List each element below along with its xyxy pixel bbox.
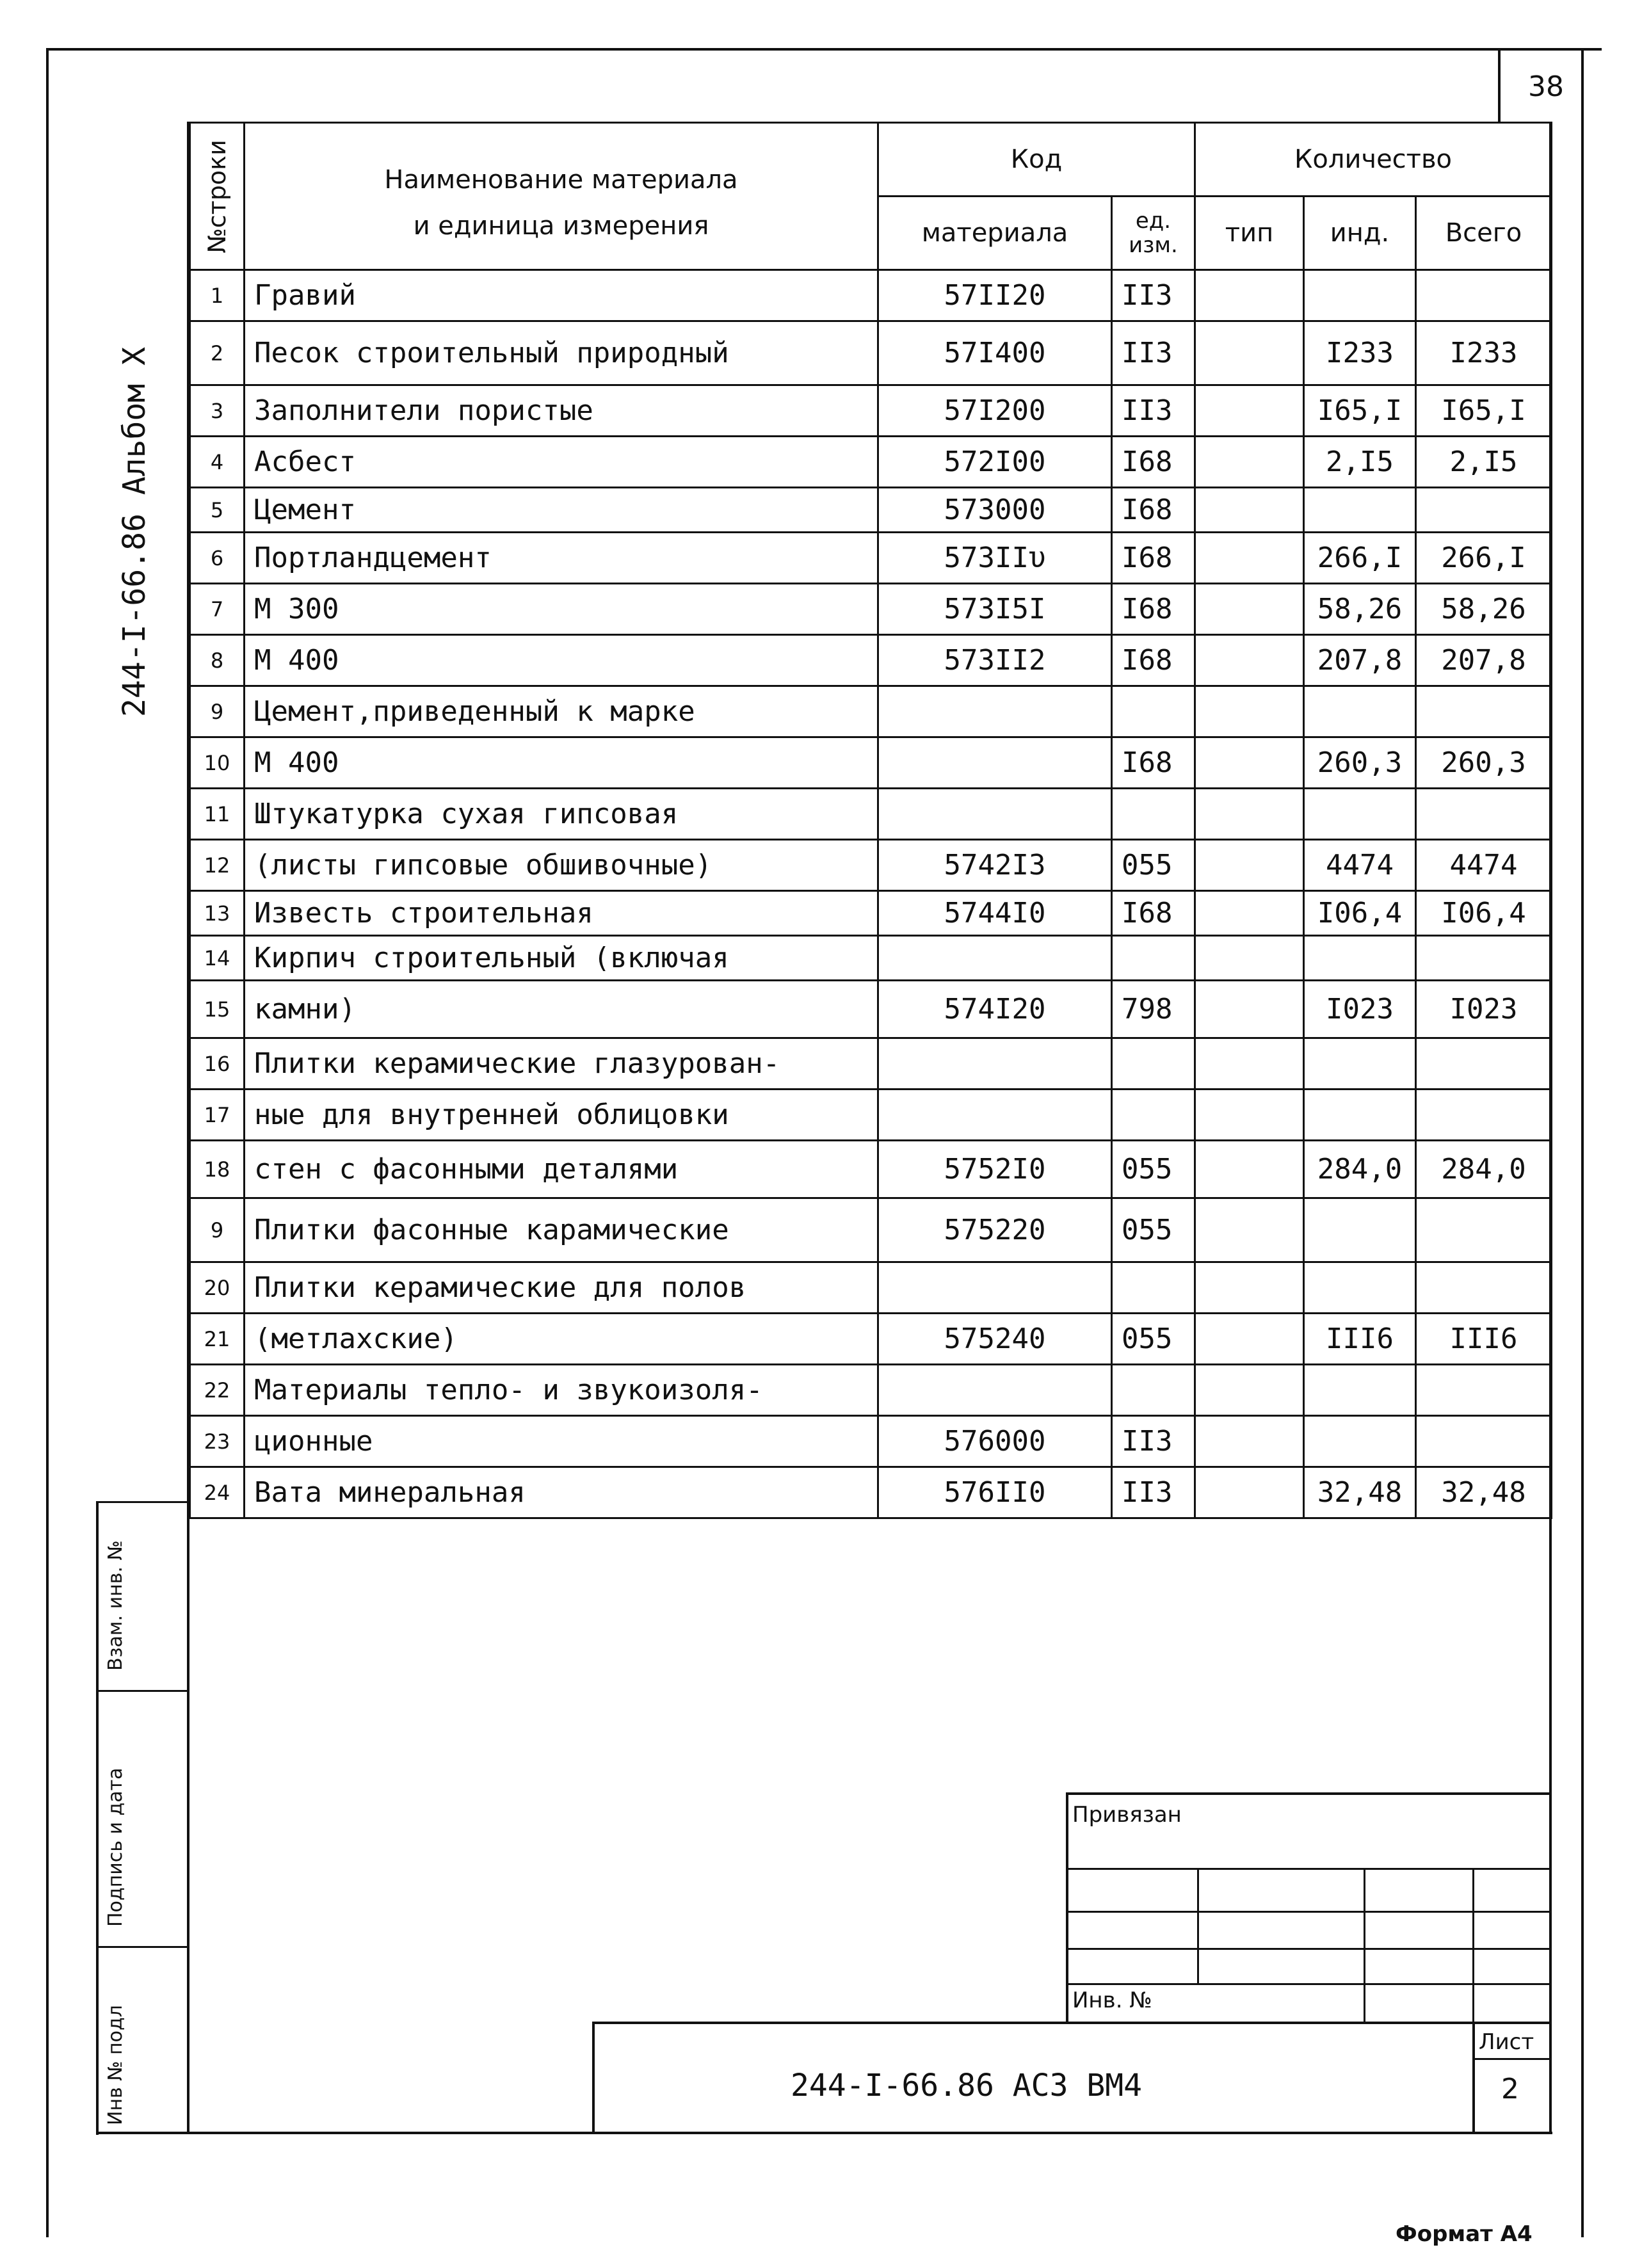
qty-total-cell: 58,26 (1416, 584, 1552, 635)
qty-total-cell: I023 (1416, 981, 1552, 1038)
qty-total-cell (1416, 936, 1552, 981)
unit-code-cell: 055 (1112, 1198, 1195, 1262)
stamp-vert-c (1472, 1868, 1474, 2022)
qty-total-cell (1416, 1090, 1552, 1141)
row-number-cell: 22 (190, 1365, 245, 1416)
qty-ind-cell: I023 (1304, 981, 1416, 1038)
qty-type-cell (1195, 1467, 1304, 1518)
unit-code-cell (1112, 1365, 1195, 1416)
qty-total-cell: 2,I5 (1416, 437, 1552, 488)
table-row (190, 321, 1552, 385)
unit-code-cell (1112, 1090, 1195, 1141)
side-field-inv-podl: Инв № подл (104, 2005, 127, 2125)
material-name-cell: (листы гипсовые обшивочные) (245, 840, 878, 891)
qty-type-cell (1195, 936, 1304, 981)
material-name-cell: Заполнители пористые (245, 385, 878, 437)
table-row (190, 1198, 1552, 1262)
side-field-sign-date: Подпись и дата (104, 1767, 127, 1927)
material-code-cell (878, 1090, 1112, 1141)
frame-left (46, 48, 49, 2237)
material-name-cell: Штукатурка сухая гипсовая (245, 789, 878, 840)
table-row (190, 385, 1552, 437)
side-divider-2 (96, 1946, 189, 1948)
qty-ind-cell: 2,I5 (1304, 437, 1416, 488)
qty-ind-cell: III6 (1304, 1314, 1416, 1365)
qty-ind-cell (1304, 789, 1416, 840)
row-number-cell: 16 (190, 1038, 245, 1090)
unit-code-cell: II3 (1112, 1416, 1195, 1467)
side-col-top (96, 1501, 189, 1503)
qty-total-cell (1416, 270, 1552, 321)
table-row (190, 1416, 1552, 1467)
qty-total-cell: 32,48 (1416, 1467, 1552, 1518)
qty-total-cell (1416, 1365, 1552, 1416)
sheet-label: Лист (1479, 2029, 1534, 2055)
material-code-cell (878, 1365, 1112, 1416)
qty-ind-cell: I233 (1304, 321, 1416, 385)
table-row (190, 270, 1552, 321)
stamp-vert-a (1197, 1868, 1199, 1983)
material-name-cell: Гравий (245, 270, 878, 321)
qty-total-cell (1416, 1038, 1552, 1090)
frame-right (1581, 48, 1584, 2237)
qty-type-cell (1195, 270, 1304, 321)
row-number-cell: 18 (190, 1141, 245, 1198)
table-row (190, 488, 1552, 533)
qty-ind-cell (1304, 1365, 1416, 1416)
row-number-cell: 3 (190, 385, 245, 437)
stamp-top (1066, 1792, 1551, 1795)
format-label: Формат А4 (1396, 2221, 1533, 2247)
qty-ind-cell: 260,3 (1304, 737, 1416, 789)
qty-type-cell (1195, 533, 1304, 584)
qty-ind-cell (1304, 1416, 1416, 1467)
material-code-cell (878, 936, 1112, 981)
qty-total-cell: I06,4 (1416, 891, 1552, 936)
material-code-cell: 573000 (878, 488, 1112, 533)
unit-code-cell: II3 (1112, 270, 1195, 321)
unit-code-cell: II3 (1112, 385, 1195, 437)
frame-top (46, 48, 1602, 51)
qty-type-cell (1195, 1198, 1304, 1262)
qty-type-cell (1195, 1416, 1304, 1467)
material-code-cell: 57I400 (878, 321, 1112, 385)
unit-code-cell: 055 (1112, 1314, 1195, 1365)
row-number-cell: 17 (190, 1090, 245, 1141)
table-row (190, 840, 1552, 891)
material-code-cell: 57II20 (878, 270, 1112, 321)
qty-type-cell (1195, 1141, 1304, 1198)
material-name-cell: (метлахские) (245, 1314, 878, 1365)
material-code-cell (878, 686, 1112, 737)
side-field-vzam-inv: Взам. инв. № (104, 1540, 127, 1671)
table-row (190, 737, 1552, 789)
stamp-line-3 (1066, 1948, 1551, 1950)
table-row (190, 437, 1552, 488)
qty-ind-cell (1304, 1038, 1416, 1090)
unit-code-cell (1112, 1038, 1195, 1090)
qty-ind-cell (1304, 1262, 1416, 1314)
row-number-cell: 6 (190, 533, 245, 584)
unit-code-cell: I68 (1112, 635, 1195, 686)
unit-code-cell: I68 (1112, 737, 1195, 789)
qty-ind-cell (1304, 936, 1416, 981)
table-row (190, 1467, 1552, 1518)
unit-code-cell: I68 (1112, 488, 1195, 533)
qty-type-cell (1195, 686, 1304, 737)
material-code-cell (878, 1262, 1112, 1314)
qty-total-cell: III6 (1416, 1314, 1552, 1365)
qty-type-cell (1195, 635, 1304, 686)
stamp-left-vertical (1066, 1792, 1068, 2023)
table-row (190, 936, 1552, 981)
header-qty-type: тип (1195, 197, 1304, 270)
header-row-number: №строки (190, 123, 245, 270)
unit-code-cell (1112, 1262, 1195, 1314)
frame-inner-bottom (189, 2132, 1552, 2134)
row-number-cell: 2 (190, 321, 245, 385)
table-row (190, 686, 1552, 737)
material-code-cell: 57I200 (878, 385, 1112, 437)
qty-ind-cell: 284,0 (1304, 1141, 1416, 1198)
table-row (190, 1314, 1552, 1365)
qty-ind-cell: I06,4 (1304, 891, 1416, 936)
page-number: 38 (1528, 70, 1564, 103)
side-divider-1 (96, 1690, 189, 1692)
stamp-vert-b (1364, 1868, 1365, 2022)
material-code-cell: 5742I3 (878, 840, 1112, 891)
qty-total-cell (1416, 1262, 1552, 1314)
row-number-cell: 9 (190, 686, 245, 737)
material-name-cell: Плитки керамические глазурован- (245, 1038, 878, 1090)
material-code-cell: 576II0 (878, 1467, 1112, 1518)
material-name-cell: Известь строительная (245, 891, 878, 936)
unit-code-cell: I68 (1112, 891, 1195, 936)
material-code-cell (878, 1038, 1112, 1090)
row-number-cell: 20 (190, 1262, 245, 1314)
material-code-cell: 5744I0 (878, 891, 1112, 936)
material-name-cell: Вата минеральная (245, 1467, 878, 1518)
qty-total-cell: 4474 (1416, 840, 1552, 891)
header-qty-ind: инд. (1304, 197, 1416, 270)
material-name-cell: Плитки керамические для полов (245, 1262, 878, 1314)
material-name-cell: М 300 (245, 584, 878, 635)
qty-type-cell (1195, 789, 1304, 840)
qty-type-cell (1195, 1365, 1304, 1416)
materials-table (189, 122, 1552, 1519)
qty-type-cell (1195, 737, 1304, 789)
stamp-line-4 (1066, 1983, 1551, 1985)
qty-total-cell: 284,0 (1416, 1141, 1552, 1198)
qty-total-cell: 260,3 (1416, 737, 1552, 789)
row-number-cell: 24 (190, 1467, 245, 1518)
qty-total-cell: I65,I (1416, 385, 1552, 437)
sheet-number: 2 (1501, 2073, 1519, 2105)
unit-code-cell: II3 (1112, 321, 1195, 385)
material-code-cell: 575220 (878, 1198, 1112, 1262)
header-code-group: Код (878, 123, 1195, 197)
material-code-cell (878, 789, 1112, 840)
album-label: 244-I-66.86 Альбом X (117, 347, 152, 717)
header-code-material: материала (878, 197, 1112, 270)
material-code-cell: 573IIυ (878, 533, 1112, 584)
qty-type-cell (1195, 584, 1304, 635)
unit-code-cell (1112, 789, 1195, 840)
material-code-cell: 575240 (878, 1314, 1112, 1365)
qty-type-cell (1195, 385, 1304, 437)
row-number-cell: 7 (190, 584, 245, 635)
qty-total-cell (1416, 1198, 1552, 1262)
unit-code-cell (1112, 936, 1195, 981)
qty-ind-cell (1304, 270, 1416, 321)
qty-ind-cell (1304, 1198, 1416, 1262)
side-col-bottom (96, 2132, 189, 2134)
row-number-cell: 13 (190, 891, 245, 936)
qty-ind-cell: 207,8 (1304, 635, 1416, 686)
qty-ind-cell: I65,I (1304, 385, 1416, 437)
qty-ind-cell: 266,I (1304, 533, 1416, 584)
table-row (190, 891, 1552, 936)
qty-type-cell (1195, 437, 1304, 488)
qty-type-cell (1195, 1314, 1304, 1365)
stamp-inv-label: Инв. № (1072, 1988, 1152, 2013)
material-name-cell: Плитки фасонные карамические (245, 1198, 878, 1262)
qty-type-cell (1195, 321, 1304, 385)
material-name-cell: ционные (245, 1416, 878, 1467)
row-number-cell: 9 (190, 1198, 245, 1262)
stamp-bound-label: Привязан (1072, 1802, 1182, 1828)
material-name-cell: стен с фасонными деталями (245, 1141, 878, 1198)
unit-code-cell: 055 (1112, 840, 1195, 891)
material-code-cell: 574I20 (878, 981, 1112, 1038)
table-row (190, 635, 1552, 686)
qty-type-cell (1195, 891, 1304, 936)
qty-ind-cell: 58,26 (1304, 584, 1416, 635)
material-name-cell: Песок строительный природный (245, 321, 878, 385)
qty-total-cell: I233 (1416, 321, 1552, 385)
qty-total-cell (1416, 686, 1552, 737)
qty-ind-cell (1304, 488, 1416, 533)
qty-type-cell (1195, 1038, 1304, 1090)
material-code-cell: 573II2 (878, 635, 1112, 686)
row-number-cell: 1 (190, 270, 245, 321)
stamp-line-2 (1066, 1911, 1551, 1913)
stamp-line-1 (1066, 1868, 1551, 1870)
material-name-cell: Портландцемент (245, 533, 878, 584)
row-number-cell: 5 (190, 488, 245, 533)
material-name-cell: камни) (245, 981, 878, 1038)
unit-code-cell (1112, 686, 1195, 737)
row-number-cell: 8 (190, 635, 245, 686)
material-name-cell: ные для внутренней облицовки (245, 1090, 878, 1141)
qty-type-cell (1195, 1262, 1304, 1314)
row-number-cell: 4 (190, 437, 245, 488)
table-row (190, 1141, 1552, 1198)
qty-total-cell (1416, 1416, 1552, 1467)
qty-ind-cell (1304, 686, 1416, 737)
table-row (190, 1365, 1552, 1416)
unit-code-cell: 055 (1112, 1141, 1195, 1198)
row-number-cell: 15 (190, 981, 245, 1038)
material-name-cell: Цемент,приведенный к марке (245, 686, 878, 737)
side-col-left (96, 1501, 99, 2135)
unit-code-cell: II3 (1112, 1467, 1195, 1518)
title-block-sheet-mid (1472, 2058, 1550, 2060)
row-number-cell: 12 (190, 840, 245, 891)
qty-ind-cell (1304, 1090, 1416, 1141)
material-code-cell: 573I5I (878, 584, 1112, 635)
header-code-unit: ед. изм. (1112, 197, 1195, 270)
header-row-1 (190, 123, 1552, 197)
material-name-cell: Цемент (245, 488, 878, 533)
material-code-cell (878, 737, 1112, 789)
material-code-cell: 572I00 (878, 437, 1112, 488)
qty-ind-cell: 4474 (1304, 840, 1416, 891)
qty-ind-cell: 32,48 (1304, 1467, 1416, 1518)
unit-code-cell: I68 (1112, 437, 1195, 488)
table-row (190, 1090, 1552, 1141)
material-name-cell: Асбест (245, 437, 878, 488)
qty-type-cell (1195, 488, 1304, 533)
header-material-name: Наименование материала и единица измерения (245, 123, 878, 270)
table-row (190, 789, 1552, 840)
unit-code-cell: I68 (1112, 533, 1195, 584)
title-block-top (592, 2022, 1551, 2024)
qty-type-cell (1195, 981, 1304, 1038)
material-name-cell: Кирпич строительный (включая (245, 936, 878, 981)
document-code: 244-I-66.86 АСЗ ВМ4 (791, 2068, 1143, 2103)
qty-type-cell (1195, 840, 1304, 891)
material-name-cell: М 400 (245, 737, 878, 789)
table-row (190, 584, 1552, 635)
table-row (190, 981, 1552, 1038)
header-qty-total: Всего (1416, 197, 1552, 270)
row-number-cell: 21 (190, 1314, 245, 1365)
row-number-cell: 10 (190, 737, 245, 789)
title-block-sheet-left (1472, 2022, 1475, 2134)
header-quantity-group: Количество (1195, 123, 1552, 197)
table-row (190, 1038, 1552, 1090)
row-number-cell: 14 (190, 936, 245, 981)
unit-code-cell: I68 (1112, 584, 1195, 635)
title-block-left (592, 2022, 595, 2134)
table-row (190, 533, 1552, 584)
material-name-cell: М 400 (245, 635, 878, 686)
qty-total-cell: 207,8 (1416, 635, 1552, 686)
table-row (190, 1262, 1552, 1314)
material-code-cell: 5752I0 (878, 1141, 1112, 1198)
row-number-cell: 23 (190, 1416, 245, 1467)
unit-code-cell: 798 (1112, 981, 1195, 1038)
material-code-cell: 576000 (878, 1416, 1112, 1467)
row-number-cell: 11 (190, 789, 245, 840)
qty-total-cell (1416, 488, 1552, 533)
qty-type-cell (1195, 1090, 1304, 1141)
qty-total-cell (1416, 789, 1552, 840)
material-name-cell: Материалы тепло- и звукоизоля- (245, 1365, 878, 1416)
qty-total-cell: 266,I (1416, 533, 1552, 584)
